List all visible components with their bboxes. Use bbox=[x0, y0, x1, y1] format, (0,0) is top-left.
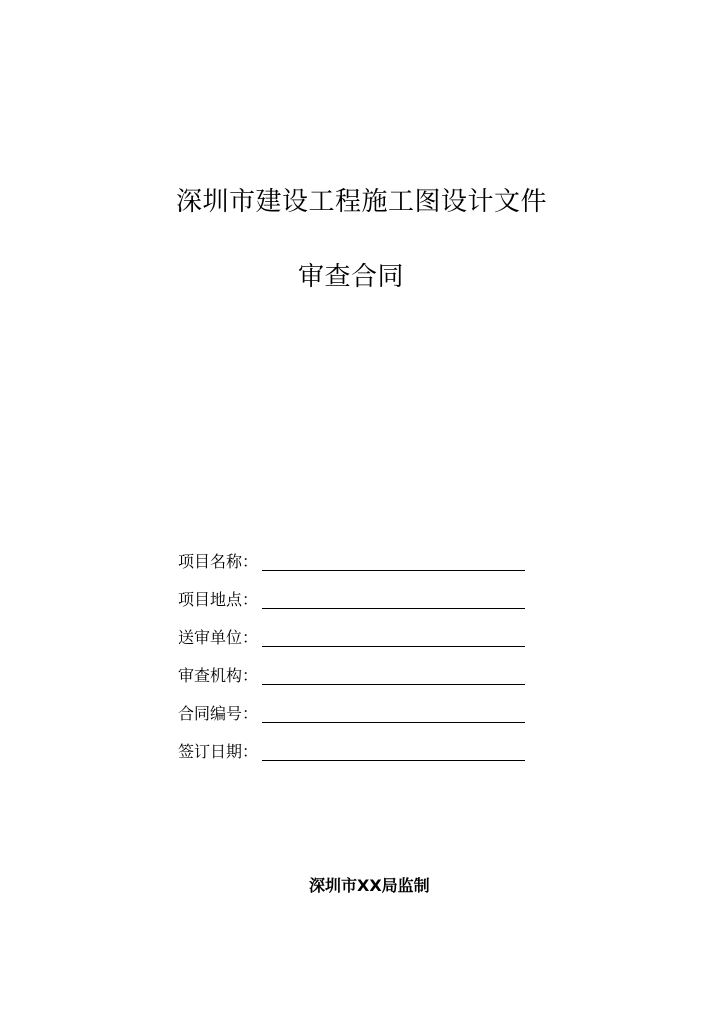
field-review-agency bbox=[178, 664, 538, 702]
field-blank-signing-date bbox=[262, 760, 525, 761]
contract-fields bbox=[178, 550, 538, 778]
field-project-location bbox=[178, 588, 538, 626]
issuer-line: 深圳市XX局监制 bbox=[309, 876, 430, 895]
field-label-contract-number: 合同编号： bbox=[178, 704, 259, 723]
field-blank-review-agency bbox=[262, 684, 525, 685]
document-title: 深圳市建设工程施工图设计文件 bbox=[176, 187, 548, 217]
field-label-project-name: 项目名称： bbox=[178, 552, 259, 571]
field-label-review-agency: 审查机构： bbox=[178, 666, 259, 685]
field-submitting-unit bbox=[178, 626, 538, 664]
field-blank-project-name bbox=[262, 570, 525, 571]
document-subtitle: 审查合同 bbox=[298, 262, 405, 292]
field-blank-project-location bbox=[262, 608, 525, 609]
field-label-submitting-unit: 送审单位： bbox=[178, 628, 259, 647]
field-label-project-location: 项目地点： bbox=[178, 590, 259, 609]
field-signing-date bbox=[178, 740, 538, 778]
field-label-signing-date: 签订日期： bbox=[178, 742, 259, 761]
field-blank-submitting-unit bbox=[262, 646, 525, 647]
field-blank-contract-number bbox=[262, 722, 525, 723]
field-contract-number bbox=[178, 702, 538, 740]
field-project-name bbox=[178, 550, 538, 588]
